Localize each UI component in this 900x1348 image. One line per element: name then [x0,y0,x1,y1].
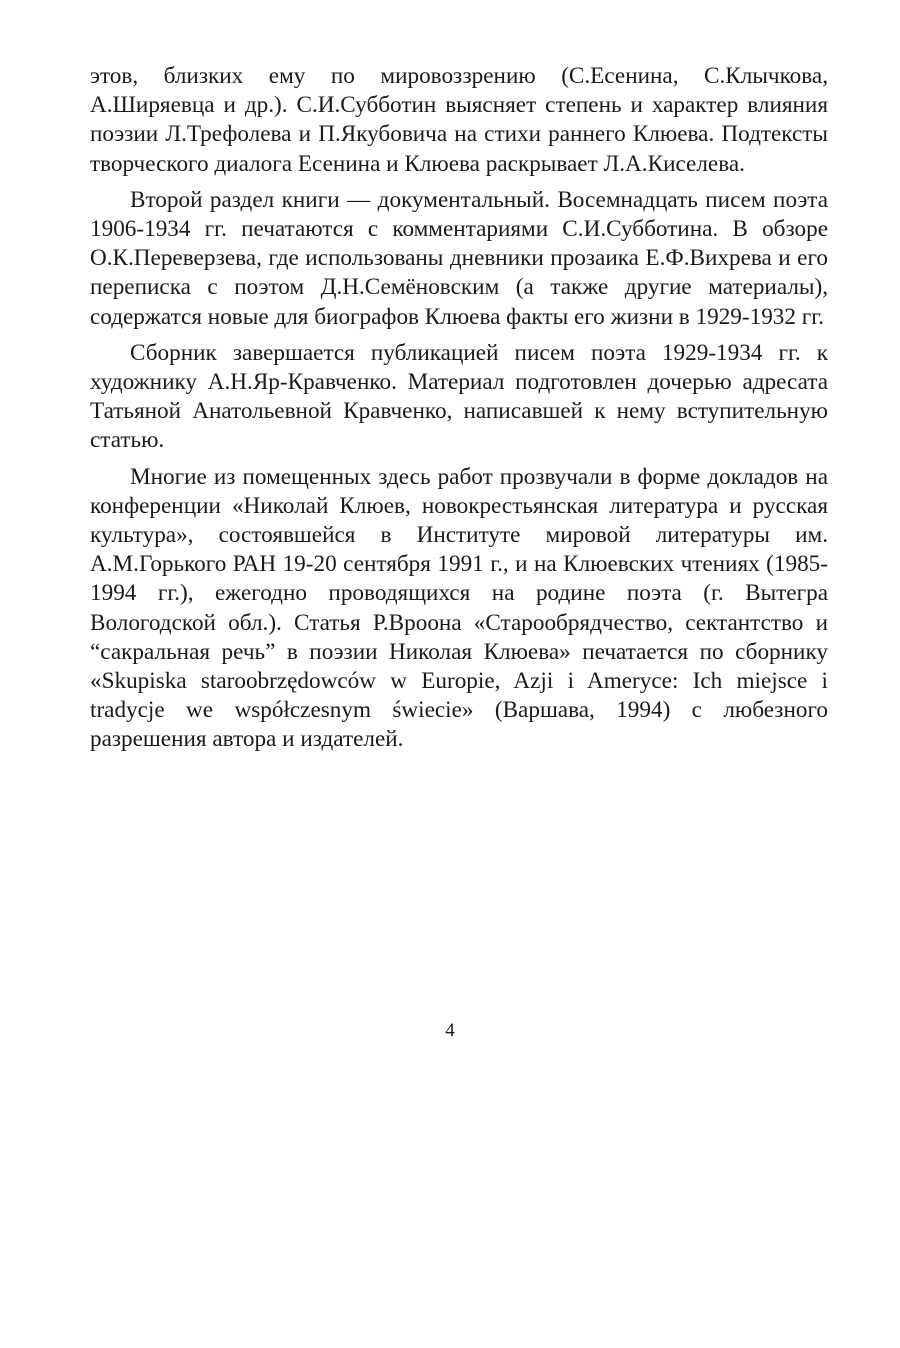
page-number: 4 [445,1020,455,1041]
paragraph-4: Многие из помещенных здесь работ прозвучали в форме докладов на конференции «Николай Клюев, новокрестьянская литература и русская культура», состоявшейся в Институте мировой литературы им. А.М.Горького РАН 19-20 сентября 1991 г., и на Клюевских чтениях (1985-1994 гг.), ежегодно проводящихся на родине поэта (г. Вытегра Вологодской обл.). Статья Р.Вроона «Старообрядчество, сектантство и “сакральная речь” в поэзии Николая Клюева» печатается по сборнику «Skupiska staroobrzędowców w Europie, Azji i Ameryce: Ich miejsce i tradycje we współczesnym świecie» (Варшава, 1994) с любезного разрешения автора и издателей. [90,463,828,753]
paragraph-2: Второй раздел книги — документальный. Восемнадцать писем поэта 1906-1934 гг. печатаются с комментариями С.И.Субботина. В обзоре О.К.Переверзева, где использованы дневники прозаика Е.Ф.Вихрева и его переписка с поэтом Д.Н.Семёновским (а также другие материалы), содержатся новые для биографов Клюева факты его жизни в 1929-1932 гг. [90,186,828,330]
paragraph-1: этов, близких ему по мировоззрению (С.Есенина, С.Клычкова, А.Ширяевца и др.). С.И.Субботин выясняет степень и характер влияния поэзии Л.Трефолева и П.Якубовича на стихи раннего Клюева. Подтексты творческого диалога Есенина и Клюева раскрывает Л.А.Киселева. [90,63,828,177]
paragraph-3: Сборник завершается публикацией писем поэта 1929-1934 гг. к художнику А.Н.Яр-Кравченко. Материал подготовлен дочерью адресата Татьяной Анатольевной Кравченко, написавшей к нему вступительную статью. [90,339,828,454]
document-body [90,62,828,762]
